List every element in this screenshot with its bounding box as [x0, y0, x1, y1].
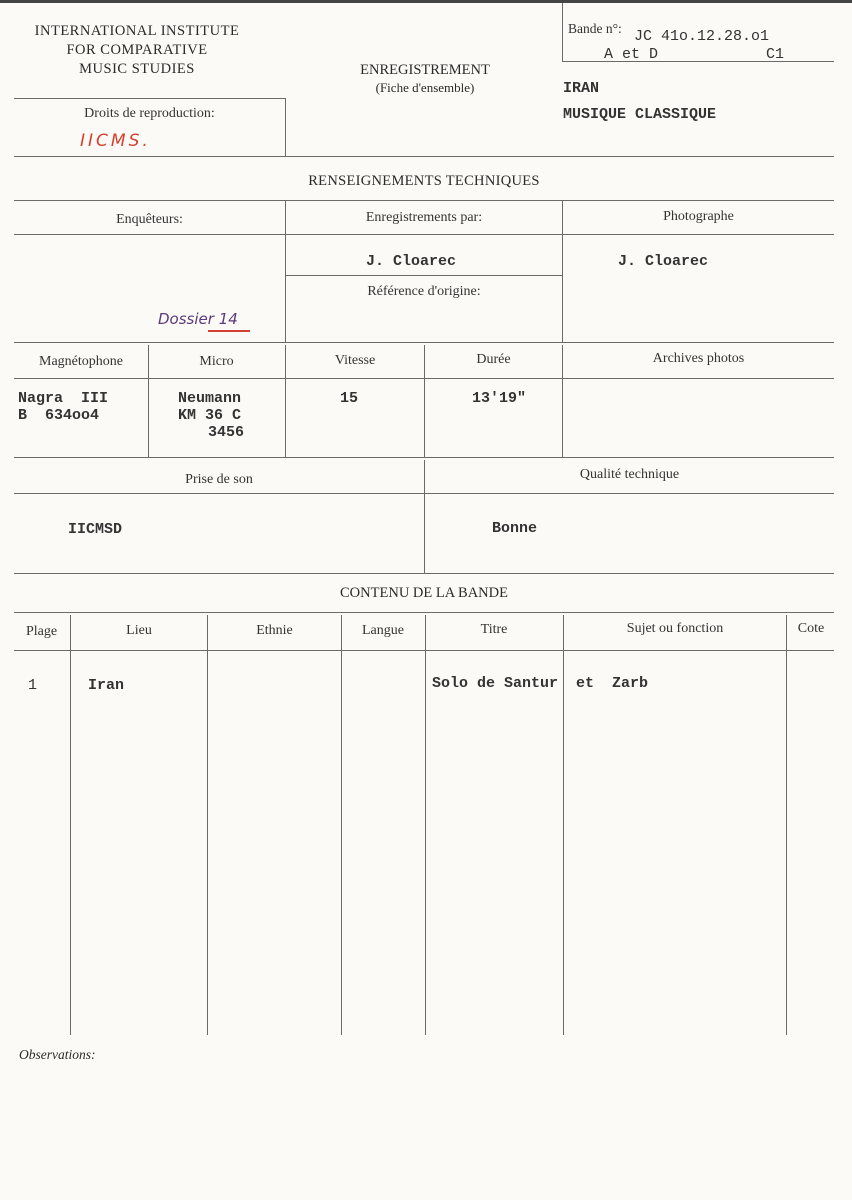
micro-line-3: 3456 — [208, 424, 245, 441]
technical-rule-1 — [14, 200, 834, 201]
doc-title: ENREGISTREMENT — [360, 62, 490, 78]
enregistrements-value: J. Cloarec — [365, 253, 456, 270]
droits-right-border — [285, 98, 286, 156]
col-plage: Plage — [25, 624, 58, 639]
magnetophone-label: Magnétophone — [39, 354, 123, 369]
content-divider-4 — [425, 615, 426, 1035]
technical-rule-4 — [14, 378, 834, 379]
content-divider-1 — [70, 615, 71, 1035]
institute-line-1: INTERNATIONAL INSTITUTE — [34, 23, 240, 39]
bande-label: Bande n°: — [568, 21, 622, 36]
technical-rule-5 — [14, 457, 834, 458]
page-top-edge — [0, 0, 852, 3]
content-rule-1 — [14, 612, 834, 613]
bande-box-left-border — [562, 3, 563, 61]
reference-rule — [286, 275, 562, 276]
tech-divider-2 — [562, 200, 563, 342]
institute-line-2: FOR COMPARATIVE — [66, 42, 208, 58]
reference-label: Référence d'origine: — [367, 284, 481, 299]
micro-label: Micro — [199, 354, 234, 369]
bande-number: JC 41o.12.28.o1 — [634, 28, 770, 45]
technical-section-title: RENSEIGNEMENTS TECHNIQUES — [308, 173, 540, 189]
tech-divider-4 — [285, 345, 286, 457]
row-1-titre: Solo de Santur et Zarb — [432, 675, 649, 692]
droits-value: IICMS. — [80, 131, 151, 151]
doc-subtitle: (Fiche d'ensemble) — [375, 80, 475, 95]
observations-label: Observations: — [19, 1047, 96, 1062]
row-1-plage: 1 — [28, 677, 38, 694]
content-divider-6 — [786, 615, 787, 1035]
technical-rule-6 — [14, 493, 834, 494]
magnetophone-value — [18, 390, 108, 424]
col-lieu: Lieu — [126, 623, 152, 638]
duree-value: 13'19" — [472, 390, 527, 407]
content-divider-2 — [207, 615, 208, 1035]
col-sujet: Sujet ou fonction — [626, 621, 724, 636]
col-titre: Titre — [480, 622, 508, 637]
dossier-underline — [208, 330, 250, 332]
genre: MUSIQUE CLASSIQUE — [563, 106, 717, 123]
dossier-note: Dossier 14 — [158, 310, 238, 328]
content-section-title: CONTENU DE LA BANDE — [340, 585, 508, 601]
col-langue: Langue — [362, 623, 404, 638]
droits-label: Droits de reproduction: — [84, 106, 215, 121]
droits-top-border — [14, 98, 285, 99]
tech-divider-6 — [562, 345, 563, 457]
col-cote: Cote — [797, 621, 825, 636]
vitesse-label: Vitesse — [334, 353, 376, 368]
institute-name — [12, 22, 262, 79]
photographe-value: J. Cloarec — [617, 253, 708, 270]
qualite-label: Qualité technique — [579, 467, 680, 482]
bande-code: C1 — [766, 46, 785, 63]
bande-sides: A et D — [604, 46, 659, 63]
tech-divider-5 — [424, 345, 425, 457]
archives-label: Archives photos — [652, 351, 745, 366]
micro-line-2: KM 36 C — [178, 407, 242, 424]
tech-divider-1 — [285, 200, 286, 342]
header-bottom-rule — [14, 156, 834, 157]
content-divider-3 — [341, 615, 342, 1035]
duree-label: Durée — [476, 352, 511, 367]
country: IRAN — [563, 80, 600, 97]
vitesse-value: 15 — [340, 390, 359, 407]
institute-line-3: MUSIC STUDIES — [79, 61, 195, 77]
tech-divider-3 — [148, 345, 149, 457]
col-ethnie: Ethnie — [256, 623, 293, 638]
magnetophone-line-2: B 634oo4 — [18, 407, 100, 424]
technical-rule-2 — [14, 234, 834, 235]
technical-rule-3 — [14, 342, 834, 343]
photographe-label: Photographe — [663, 209, 734, 224]
prise-label: Prise de son — [185, 472, 253, 487]
enregistrements-label: Enregistrements par: — [365, 210, 483, 225]
magnetophone-line-1: Nagra III — [18, 390, 109, 407]
tech-divider-7 — [424, 460, 425, 573]
micro-line-1: Neumann — [178, 390, 242, 407]
prise-value: IICMSD — [68, 521, 123, 538]
document-title — [330, 62, 520, 96]
qualite-value: Bonne — [492, 520, 538, 537]
row-1-lieu: Iran — [88, 677, 125, 694]
micro-value — [178, 390, 244, 441]
content-rule-2 — [14, 650, 834, 651]
enqueteurs-label: Enquêteurs: — [116, 212, 183, 227]
technical-rule-7 — [14, 573, 834, 574]
bande-box-bottom-border — [562, 61, 834, 62]
